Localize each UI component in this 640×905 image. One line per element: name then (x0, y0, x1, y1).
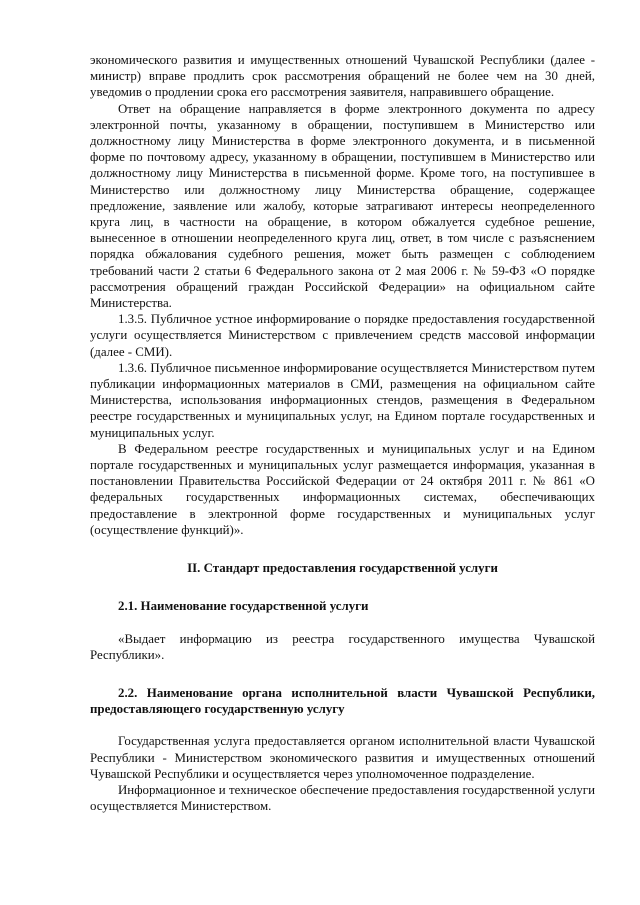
paragraph-technical-support: Информационное и техническое обеспечение предоставления государственной услуги осуществляется Министерством. (90, 782, 595, 814)
document-page (90, 52, 595, 814)
heading-2-1: 2.1. Наименование государственной услуги (118, 599, 369, 614)
service-name-paragraph: «Выдает информацию из реестра государственного имущества Чувашской Республики». (90, 631, 595, 662)
paragraph-federal-registry: В Федеральном реестре государственных и муниципальных услуг и на Едином портале государственных и муниципальных услуг размещается информация, указанная в постановлении Правительства Российской Федерации от 24 октября 2011 г. № 861 «О федеральных государственных информационных системах, обеспечивающих предоставление в электронной форме государственных и муниципальных услуг (осуществление функций)». (90, 441, 595, 537)
paragraph-minister-extension: экономического развития и имущественных отношений Чувашской Республики (далее - министр) вправе продлить срок рассмотрения обращений не более чем на 30 дней, уведомив о продлении срока его рассмотрения заявителя, направившего обращение. (90, 53, 595, 100)
paragraph-1-3-6: 1.3.6. Публичное письменное информирование осуществляется Министерством путем публикации информационных материалов в СМИ, размещения на официальном сайте Министерства, использования информационных стендов, размещения в Федеральном реестре государственных и муниципальных услуг, на Едином портале государственных и муниципальных услуг. (90, 360, 595, 440)
heading-2-2: 2.2. Наименование органа исполнительной власти Чувашской Республики, предоставляющего государственную услугу (90, 685, 595, 717)
paragraph-1-3-5: 1.3.5. Публичное устное информирование о порядке предоставления государственной услуги осуществляется Министерством с привлечением средств массовой информации (далее - СМИ). (90, 312, 595, 359)
paragraph-service-provider: Государственная услуга предоставляется органом исполнительной власти Чувашской Республики - Министерством экономического развития и имущественных отношений Чувашской Республики и осуществляется через уполномоченное подразделение. (90, 734, 595, 781)
section-2-heading: II. Стандарт предоставления государственной услуги (187, 561, 498, 576)
paragraph-response-delivery: Ответ на обращение направляется в форме электронного документа по адресу электронной почты, указанному в обращении, поступившем в Министерство или должностному лицу Министерства в форме электронного документа, и в письменной форме по почтовому адресу, указанному в обращении, поступившем в Министерство или должностному лицу Министерства в письменной форме. Кроме того, на поступившее в Министерство или должностному лицу Министерства обращение, содержащее предложение, заявление или жалобу, которые затрагивают интересы неопределенного круга лиц, в частности на обращение, в котором обжалуется судебное решение, вынесенное в отношении неопределенного круга лиц, ответ, в том числе с разъяснением порядка обжалования судебного решения, может быть размещен с соблюдением требований части 2 статьи 6 Федерального закона от 2 мая 2006 г. № 59-ФЗ «О порядке рассмотрения обращений граждан Российской Федерации» на официальном сайте Министерства. (90, 101, 595, 311)
